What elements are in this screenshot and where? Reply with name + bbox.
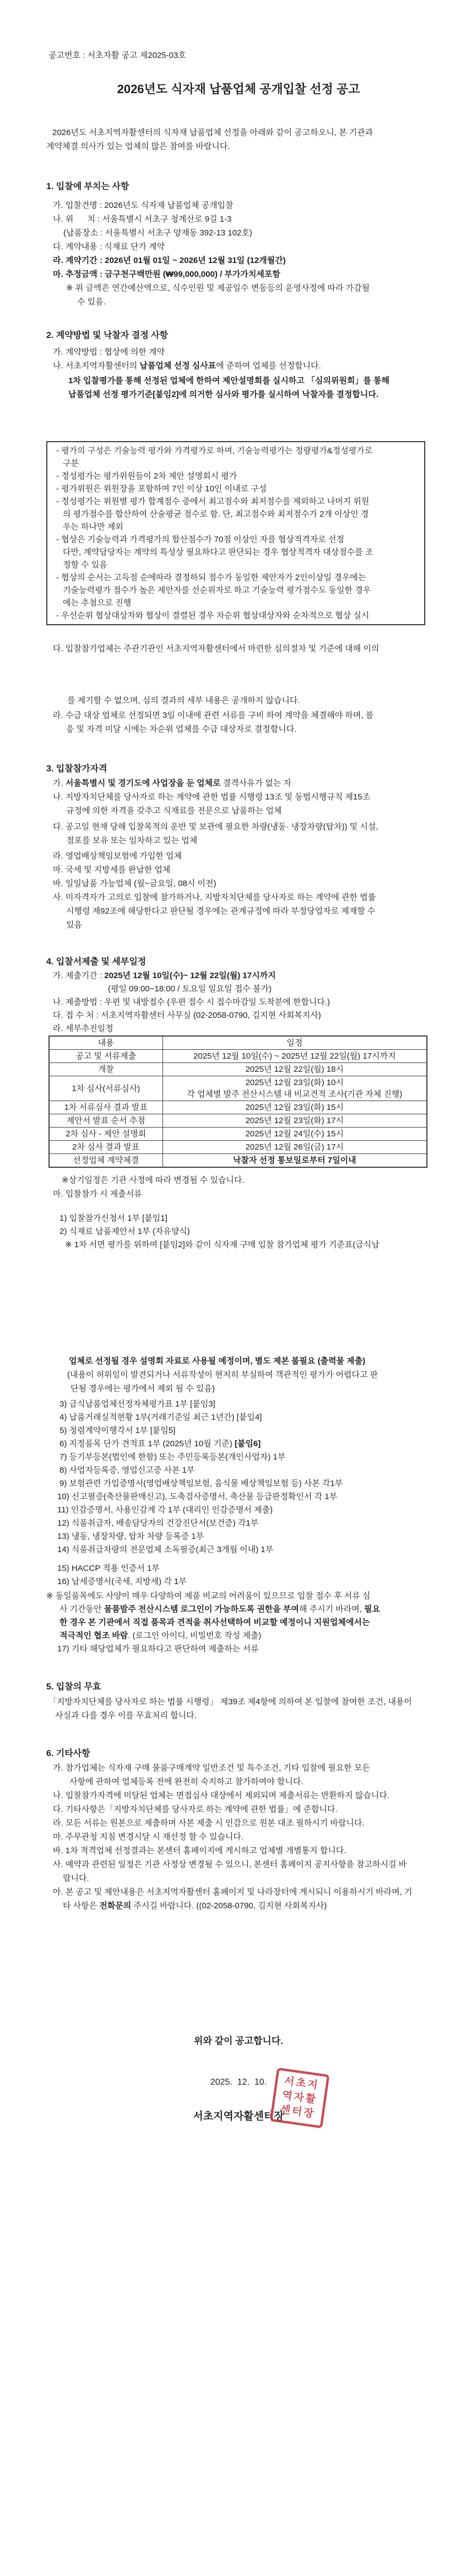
- text-segment: 17) 기타 해당업체가 필요하다고 판단하여 제출하는 서류: [57, 1644, 259, 1654]
- text-segment: 에는 추첨으로 진행: [63, 598, 132, 608]
- text-segment: 적극적인 협조 바람: [59, 1631, 128, 1640]
- section-3-item-sa-cont-2: [46, 918, 431, 932]
- closing-date: [46, 2075, 431, 2090]
- text-segment: 해 주시기 바라며,: [299, 1604, 365, 1614]
- text-segment: 다. 접 수 처 : 서초지역자활센터 사무실 (02-2058-0790, 김지현 사회복지사): [53, 1011, 321, 1020]
- doc-item-2-note: [46, 1238, 431, 1252]
- section-1-item-na: [46, 212, 431, 226]
- text-segment: 한 경우 본 기관에서 직접 품목과 견적을 취사선택하여 비교할 예정이니 지원업체에서는: [59, 1618, 370, 1627]
- schedule-cell-line: 2025년 12월 24일(수) 15시: [245, 1129, 344, 1139]
- text-segment: 결격사유가 없는 자: [220, 779, 291, 788]
- text-segment: 나. 지방자치단체를 당사자로 하는 계약에 관한 법률 시행령 13조 및 동법시행규칙 제15조: [53, 792, 371, 802]
- text-segment: 1. 입찰에 부치는 사항: [46, 182, 129, 191]
- schedule-table: [48, 1035, 427, 1168]
- section-5-heading: [46, 1680, 431, 1694]
- text-line: [52, 584, 420, 597]
- doc-item-6: [46, 1437, 431, 1451]
- text-segment: 2026년도 식자재 납품업체 공개입찰 선정 공고: [117, 82, 360, 96]
- section-6-item-da: [46, 1802, 431, 1816]
- doc-note-line-1: [46, 1590, 431, 1603]
- text-segment: 3. 입찰참가자격: [46, 764, 107, 774]
- text-segment: 나. 서초지역자활센터의: [53, 361, 140, 371]
- section-1-note-2: [46, 295, 431, 309]
- doc-note-line-2: [46, 1603, 431, 1616]
- schedule-cell-line: 2025년 12월 23일(화) 10시: [245, 1078, 344, 1087]
- text-segment: [붙임6]: [234, 1439, 261, 1448]
- text-segment: 있음: [66, 920, 82, 930]
- text-segment: 라. 수급 대상 업체로 선정되면 3일 이내에 관련 서류를 구비 하여 계약을 체결해야 하며, 불: [53, 711, 374, 720]
- text-segment: 8) 사업자등록증, 영업신고증 사본 1부: [59, 1466, 195, 1475]
- text-segment: 나. 위 치 : 서울특별시 서초구 청계산로 9길 1-3: [53, 214, 232, 224]
- text-segment: ※ 위 금액은 연간예산액으로, 식수인원 및 제공일수 변동등의 운영사정에 따라 가감될: [66, 283, 370, 293]
- section-4-heading: [46, 955, 431, 969]
- text-line: [52, 571, 420, 584]
- seal-text: 서초지역자활센터장: [279, 2075, 320, 2121]
- text-segment: 가. 제출기간 :: [53, 971, 105, 980]
- section-3-item-na: [46, 790, 431, 804]
- schedule-row: [49, 1154, 427, 1168]
- schedule-row: [49, 1141, 427, 1154]
- text-segment: 바. 일일납품 가능업체 (월~금요일, 08시 이전): [53, 879, 216, 888]
- evaluation-rules-box: [46, 441, 425, 625]
- schedule-cell-content: 선정업체 계약체결: [49, 1154, 162, 1168]
- doc-item-12: [46, 1517, 431, 1530]
- text-segment: 14) 식품취급차량의 전문업체 소독필증(최근 3개월 이내) 1부: [57, 1545, 274, 1554]
- text-segment: 6) 지정품목 단가 견적표 1부 (2025년 10월 기준): [59, 1439, 235, 1448]
- doc-item-10: [46, 1490, 431, 1504]
- doc-item-7: [46, 1451, 431, 1464]
- doc-note-line-4: [46, 1629, 431, 1643]
- schedule-cell-line: 2025년 12월 23일(화) 17시: [245, 1116, 344, 1125]
- text-segment: 시행령 제92조에 해당한다고 판단될 경우에는 관계규정에 따라 부정당업자로 제재할 수: [66, 906, 376, 916]
- text-segment: 다. 계약내용 : 식재료 단가 계약: [53, 242, 165, 251]
- section-3-item-da-cont: [46, 834, 431, 847]
- text-segment: 업체로 선정될 경우 설명회 자료로 사용될 예정이며, 별도 제본 불필요 (출력물 제출): [69, 1356, 366, 1366]
- doc-item-15: [46, 1562, 431, 1575]
- intro-line-2: [46, 139, 431, 153]
- schedule-cell-date: [162, 1050, 427, 1063]
- text-segment: 13) 냉동, 냉장차량, 탑차 차량 등록증 1부: [57, 1532, 204, 1541]
- section-2-item-ra-cont: [46, 722, 431, 736]
- schedule-cell-content: 1차 심사(서류심사): [49, 1076, 162, 1101]
- section-2-item-ra: [46, 709, 431, 722]
- section-5-line-1: [46, 1695, 431, 1709]
- text-line: [52, 546, 420, 559]
- section-4-item-ga: [46, 969, 431, 983]
- text-segment: 규정에 의한 자격을 갖추고 식재료를 전문으로 납품하는 업체: [66, 806, 282, 815]
- text-segment: - 협상은 기술능력과 가격평가의 합산점수가 70점 이상인 자를 협상적격자로 선정: [56, 535, 344, 544]
- text-segment: 1) 입찰참가신청서 1부 [붙임1]: [59, 1214, 167, 1223]
- schedule-cell-date: [162, 1128, 427, 1141]
- text-segment: 2025. 12. 10.: [210, 2078, 267, 2087]
- text-segment: ※ 동일품목에도 사양이 매우 다양하여 제품 비교의 어려움이 있으므로 입찰 접수 후 서류 심: [46, 1591, 371, 1601]
- text-segment: 가.: [53, 779, 66, 788]
- text-segment: 점포를 보유 또는 임차하고 있는 업체: [66, 836, 198, 845]
- text-segment: 11) 인감증명서, 사용인감계 각 1부 (대리인 인감증명서 제출): [57, 1505, 273, 1515]
- schedule-row: [49, 1114, 427, 1128]
- text-line: [52, 609, 420, 622]
- text-segment: 의 평가점수를 합산하여 산술평균 점수로 함. 단, 최고점수와 최저점수가 2개 이상인 경: [63, 509, 369, 519]
- schedule-cell-line: 2025년 12월 26일(금) 17시: [245, 1142, 344, 1152]
- text-segment: 12) 식품취급자, 배송담당자의 건강진단서(보건증) 각1부: [57, 1518, 259, 1528]
- doc-item-16: [46, 1575, 431, 1588]
- text-segment: 수 있음.: [77, 297, 106, 307]
- schedule-cell-date: [162, 1141, 427, 1154]
- text-segment: ※상기일정은 기관 사정에 따라 변경될 수 있습니다.: [62, 1176, 245, 1185]
- text-segment: 4. 입찰서제출 및 세부일정: [46, 957, 147, 967]
- section-1-heading: [46, 180, 431, 194]
- intro-line-1: [46, 126, 431, 139]
- doc-item-5: [46, 1424, 431, 1437]
- text-segment: . (로그인 아이디, 비밀번호 작성 제출): [128, 1631, 262, 1640]
- section-3-item-ba: [46, 877, 431, 890]
- schedule-cell-line: 낙찰자 선정 통보일로부터 7일이내: [232, 1156, 356, 1165]
- text-segment: 가. 입찰건명 : 2026년도 식자재 납품업체 공개입찰: [53, 201, 234, 210]
- text-segment: 가. 계약방법 : 협상에 의한 계약: [53, 347, 165, 357]
- section-3-heading: [46, 762, 431, 776]
- text-segment: 납품업체 선정 평가기준[붙임2]에 의거한 심사와 평가를 실시하여 낙찰자를 결정합니다.: [68, 390, 378, 399]
- text-segment: 다. 기타사항은「지방자치단체를 당사자로 하는 계약에 관한 법률」에 준합니다.: [53, 1805, 338, 1814]
- doc-item-2-note-cont-3: [46, 1382, 431, 1396]
- text-segment: 다. 입찰참가업체는 주관기관인 서초지역자활센터에서 마련한 심의절차 및 기준에 대해 이의: [53, 644, 380, 653]
- text-segment: 2026년도 서초지역자활센터의 식자재 납품업체 선정을 아래와 같이 공고하오니, 본 기관과: [52, 128, 373, 137]
- section-6-item-ra: [46, 1816, 431, 1830]
- doc-item-9: [46, 1477, 431, 1490]
- doc-item-2-note-cont-2: [46, 1368, 431, 1382]
- text-segment: - 협상의 순서는 고득점 순에따라 결정하되 점수가 동일한 제안자가 2인이상일 경우에는: [56, 573, 366, 582]
- text-segment: 서초지역자활센터장: [193, 2111, 284, 2122]
- schedule-cell-date: [162, 1114, 427, 1128]
- text-segment: 2. 계약방법 및 낙찰자 결정 사항: [46, 331, 169, 340]
- text-segment: 2) 식재료 납품제안서 1부 (자유양식): [59, 1227, 190, 1236]
- schedule-row: [49, 1076, 427, 1101]
- schedule-row: [49, 1128, 427, 1141]
- schedule-row: [49, 1101, 427, 1114]
- text-segment: (내용이 허위임이 발견되거나 서류작성이 현저히 부실하여 객관적인 평가가 어렵다고 판: [67, 1370, 378, 1380]
- text-line: [52, 482, 420, 495]
- text-segment: 5. 입찰의 무효: [46, 1682, 101, 1692]
- text-segment: 15) HACCP 적용 인증서 1부: [57, 1564, 160, 1573]
- text-segment: 공고번호 : 서초자활 공고 제2025-03호: [48, 51, 186, 60]
- section-1-note-1: [46, 281, 431, 295]
- text-line: [52, 559, 420, 571]
- text-segment: 1차 입찰평가를 통해 선정된 업체에 한하여 제안설명회를 실시하고 「심의위원회」를 통해: [68, 376, 390, 385]
- text-segment: 「지방자치단체를 당사자로 하는 법률 시행령」 제39조 제4항에 의하여 본 입찰에 참여한 조건, 내용이: [48, 1697, 412, 1706]
- section-6-item-ah-cont: [46, 1899, 431, 1913]
- text-line: [52, 470, 420, 482]
- closing-signature: [46, 2108, 431, 2125]
- section-1-item-ra: [46, 254, 431, 267]
- text-segment: 사. 예약과 관련된 일정은 기관 사정상 변경될 수 있으니, 본센터 홈페이지 공지사항을 참고하시길 바: [53, 1860, 407, 1869]
- doc-item-2: [46, 1225, 431, 1238]
- text-segment: 2025년 12월 10일(수)~ 12월 22일(월) 17시까지: [104, 971, 276, 980]
- schedule-cell-content: 제안서 발표 순서 추첨: [49, 1114, 162, 1128]
- schedule-cell-date: [162, 1076, 427, 1101]
- schedule-cell-content: 2차 심사 결과 발표: [49, 1141, 162, 1154]
- text-segment: 라. 세부추진일정: [53, 1024, 113, 1033]
- doc-item-1: [46, 1212, 431, 1225]
- text-segment: 나. 제출방법 : 우편 및 내방접수 (우편 접수 시 접수마감일 도착분에 한합니다.): [53, 997, 331, 1007]
- schedule-note: [46, 1173, 431, 1187]
- text-segment: 10) 신고필증(축산물판매신고), 도축검사증명서, 축산물 등급판정확인서 각 1부: [57, 1492, 338, 1501]
- text-segment: 16) 납세증명서(국세, 지방세) 각 1부: [57, 1577, 187, 1586]
- text-segment: 정할 수 있음: [63, 560, 107, 570]
- section-6-item-ma: [46, 1830, 431, 1844]
- section-2-item-na-cont-1: [46, 374, 431, 388]
- text-segment: 아. 본 공고 및 제안내용은 서초지역자활센터 홈페이지 및 나라장터에 게시되니 이용하시기 바라며, 기: [53, 1887, 413, 1897]
- doc-note-line-3: [46, 1616, 431, 1629]
- section-1-item-da: [46, 240, 431, 254]
- section-3-item-ma: [46, 863, 431, 877]
- text-segment: 랍니다.: [63, 1874, 89, 1883]
- schedule-cell-content: 2차 심사 - 제안 설명회: [49, 1128, 162, 1141]
- schedule-col-header: 내용: [49, 1036, 162, 1050]
- text-segment: 우는 하나만 제외: [63, 522, 123, 532]
- text-segment: 나. 입찰참가자격에 미달된 업체는 면접심사 대상에서 제외되며 제출서류는 반환하지 않습니다.: [53, 1791, 389, 1800]
- doc-item-17: [46, 1643, 431, 1656]
- text-segment: 단될 경우에는 평가에서 제외 될 수 있음): [71, 1384, 215, 1393]
- official-seal-stamp: [270, 2068, 330, 2128]
- text-segment: 위와 같이 공고합니다.: [194, 2036, 283, 2046]
- text-segment: 3) 급식납품업체선정자체평가표 1부 [붙임3]: [59, 1399, 215, 1409]
- document-title: [46, 80, 431, 98]
- text-segment: 가. 참가업체는 식자재 구매 물품구매계약 일반조건 및 특수조건, 기타 입찰에 필요한 모든: [53, 1763, 370, 1773]
- doc-item-13: [46, 1530, 431, 1543]
- section-2-item-ga: [46, 345, 431, 359]
- text-line: [52, 457, 420, 470]
- text-segment: 계약체결 의사가 있는 업체의 많은 참여를 바랍니다.: [46, 142, 230, 151]
- text-segment: 타 사항은: [63, 1901, 100, 1910]
- schedule-cell-line: 2025년 12월 22일(월) 18시: [245, 1065, 344, 1074]
- section-6-item-ba: [46, 1844, 431, 1858]
- section-6-item-ga: [46, 1761, 431, 1775]
- text-segment: 주시길 바랍니다. ((02-2058-0790, 김지현 사회복지사): [131, 1901, 327, 1910]
- text-segment: (평일 09:00~18:00 / 토요일 일요일 접수 불가): [108, 984, 272, 994]
- section-6-item-ga-cont: [46, 1775, 431, 1789]
- text-segment: 응 및 자격 미달 시에는 차순위 업체를 수급 대상자로 결정합니다.: [66, 724, 297, 734]
- section-6-item-na: [46, 1789, 431, 1802]
- text-segment: - 정성평가는 위원별 평가 합계점수 중에서 최고점수와 최저점수를 제외하고 나머지 위원: [56, 497, 370, 506]
- text-segment: 사 기간동안: [59, 1604, 104, 1614]
- text-segment: 마. 주무관청 지침 변경시달 시 재선정 할 수 있습니다.: [53, 1832, 243, 1842]
- text-segment: 4) 납품거래실적현황 1부(거래기준일 최근 1년간) [붙임4]: [59, 1413, 262, 1422]
- text-segment: 7) 등기부등본(법인에 한함) 또는 주민등록등본(개인사업자) 1부: [59, 1452, 286, 1462]
- section-2-item-na-cont-2: [46, 388, 431, 401]
- section-3-item-sa-cont-1: [46, 904, 431, 918]
- section-3-item-na-cont: [46, 804, 431, 818]
- schedule-row: [49, 1063, 427, 1076]
- section-3-item-sa: [46, 890, 431, 904]
- section-4-item-ga-sub: [46, 983, 431, 996]
- section-2-item-da-cont: [46, 694, 431, 707]
- section-4-item-ra: [46, 1022, 431, 1035]
- schedule-cell-line: 2025년 12월 10일(수) ~ 2025년 12월 22일(월) 17시까지: [193, 1051, 396, 1061]
- section-4-item-na: [46, 996, 431, 1009]
- text-segment: 라. 영업배상책임보험에 가입한 업체: [53, 851, 182, 861]
- schedule-cell-content: 공고 및 서류제출: [49, 1050, 162, 1063]
- schedule-col-header: 일정: [162, 1036, 427, 1050]
- text-segment: 라. 계약기간 : 2026년 01월 01일 ~ 2026년 12월 31일 (12개월간): [53, 256, 286, 265]
- schedule-cell-date: [162, 1063, 427, 1076]
- section-3-item-ga: [46, 776, 431, 790]
- doc-item-8: [46, 1464, 431, 1477]
- schedule-cell-content: 개찰: [49, 1063, 162, 1076]
- text-segment: 필요: [364, 1604, 381, 1614]
- schedule-cell-content: 1차 서류심사 결과 발표: [49, 1101, 162, 1114]
- text-line: [52, 597, 420, 609]
- section-4-item-da: [46, 1009, 431, 1022]
- text-segment: 물품발주 전산시스템 로그인이 가능하도록 권한을 부여: [104, 1604, 299, 1614]
- text-segment: 사. 미자격자가 고의로 입찰에 참가하거나, 지방자치단체를 당사자로 하는 계약에 관한 법률: [53, 893, 376, 902]
- doc-item-2-note-cont-1: [46, 1354, 431, 1368]
- text-segment: - 평가의 구성은 기술능력 평가와 가격평가로 하며, 기술능력평가는 정량평가&정성평가로: [56, 446, 373, 455]
- schedule-row: [49, 1050, 427, 1063]
- schedule-cell-line: 각 업체별 발주 전산시스템 내 비교견적 조사(기관 자체 진행): [187, 1090, 403, 1099]
- text-line: [52, 444, 420, 457]
- schedule-cell-date: [162, 1154, 427, 1168]
- text-segment: 사항에 관하여 업체등록 전에 완전히 숙지하고 참가하여야 합니다.: [69, 1777, 304, 1786]
- text-line: [52, 508, 420, 520]
- text-segment: 6. 기타사항: [46, 1749, 90, 1758]
- document-body: [46, 49, 431, 2125]
- section-2-item-na: [46, 359, 431, 373]
- section-1-item-ga: [46, 198, 431, 212]
- text-segment: 9) 보험관련 가입증명서(영업배상책임보험, 음식물 배상책임보험 등) 사본 각1부: [59, 1479, 343, 1488]
- doc-item-14: [46, 1543, 431, 1557]
- section-6-item-sa-cont: [46, 1871, 431, 1885]
- schedule-header-row: [49, 1036, 427, 1050]
- text-segment: ※ 1차 서면 평가를 위하여 [붙임2]와 같이 식자재 구매 입찰 참가업체 평가 기준표(급식납: [65, 1240, 380, 1249]
- text-segment: 전화문의: [99, 1901, 132, 1910]
- text-segment: 바. 1차 적격업체 선정결과는 본센터 홈페이지에 게시하고 업체별 개별통지 합니다.: [53, 1846, 346, 1855]
- section-6-heading: [46, 1747, 431, 1761]
- section-5-line-2: [46, 1709, 431, 1722]
- text-segment: 라. 모든 서류는 원본으로 제출하며 사본 제출 시 인감으로 원본 대조 필하시기 바랍니다.: [53, 1818, 365, 1828]
- text-segment: 를 제기할 수 없으며, 심의 결과의 세부 내용은 공개하지 않습니다.: [67, 696, 300, 705]
- text-segment: - 평가위원은 위원장을 포함하여 7인 이상 10인 이내로 구성: [56, 484, 267, 493]
- text-segment: 다만, 계약담당자는 계약의 특성상 필요하다고 판단되는 경우 협상적격자 대상점수를 조: [63, 548, 373, 557]
- schedule-cell-line: 2025년 12월 23일(화) 15시: [245, 1103, 344, 1112]
- text-segment: - 우선순위 협상대상자와 협상이 결렬된 경우 차순위 협상대상자와 순차적으로 협상 실시: [56, 611, 370, 620]
- schedule-cell-date: [162, 1101, 427, 1114]
- text-line: [52, 520, 420, 533]
- section-3-item-ra: [46, 849, 431, 863]
- section-2-heading: [46, 329, 431, 343]
- text-segment: 마. 추정금액 : 금구천구백만원 (₩99,000,000) / 부가가치세포함: [53, 270, 280, 279]
- text-segment: 에 준하여 업체를 선정합니다.: [216, 361, 321, 371]
- doc-item-4: [46, 1411, 431, 1424]
- text-segment: (납품장소 : 서울특별시 서초구 양재동 392-13 102호): [63, 228, 252, 238]
- section-4-item-ma: [46, 1187, 431, 1201]
- section-1-item-ma: [46, 267, 431, 281]
- text-line: [52, 533, 420, 546]
- section-6-item-sa: [46, 1858, 431, 1871]
- text-segment: 기술능력평가 점수가 높은 제안자를 선순위자로 하고 기술능력 평가점수도 동일한 경우: [63, 586, 371, 595]
- text-line: [52, 495, 420, 508]
- text-segment: 다. 공고일 현재 당해 입찰목적의 운반 및 보관에 필요한 차량(냉동· 냉장차량(탑차)) 및 시설,: [53, 822, 378, 831]
- text-segment: 마. 국세 및 지방세를 완납한 업체: [53, 865, 171, 874]
- text-segment: 납품업체 선정 심사표: [139, 361, 216, 371]
- text-segment: 서울특별시 및 경기도에 사업장을 둔 업체로: [65, 779, 221, 788]
- text-segment: 마. 입찰참가 시 제출서류: [53, 1189, 142, 1199]
- closing-statement: [46, 2033, 431, 2049]
- doc-item-3: [46, 1398, 431, 1411]
- section-2-item-da: [46, 642, 431, 656]
- section-1-item-na-sub: [46, 226, 431, 240]
- section-6-item-ah: [46, 1885, 431, 1899]
- text-segment: 5) 청렴계약이행각서 1부 [붙임5]: [59, 1426, 176, 1435]
- text-segment: - 정성평가는 평가위원들이 2차 제안 설명회시 평가: [56, 471, 237, 481]
- notice-number: [46, 49, 431, 62]
- text-segment: 사실과 다를 경우 이를 무효처리 합니다.: [55, 1711, 197, 1720]
- text-segment: 구분: [63, 459, 79, 468]
- section-3-item-da: [46, 820, 431, 834]
- doc-item-11: [46, 1504, 431, 1517]
